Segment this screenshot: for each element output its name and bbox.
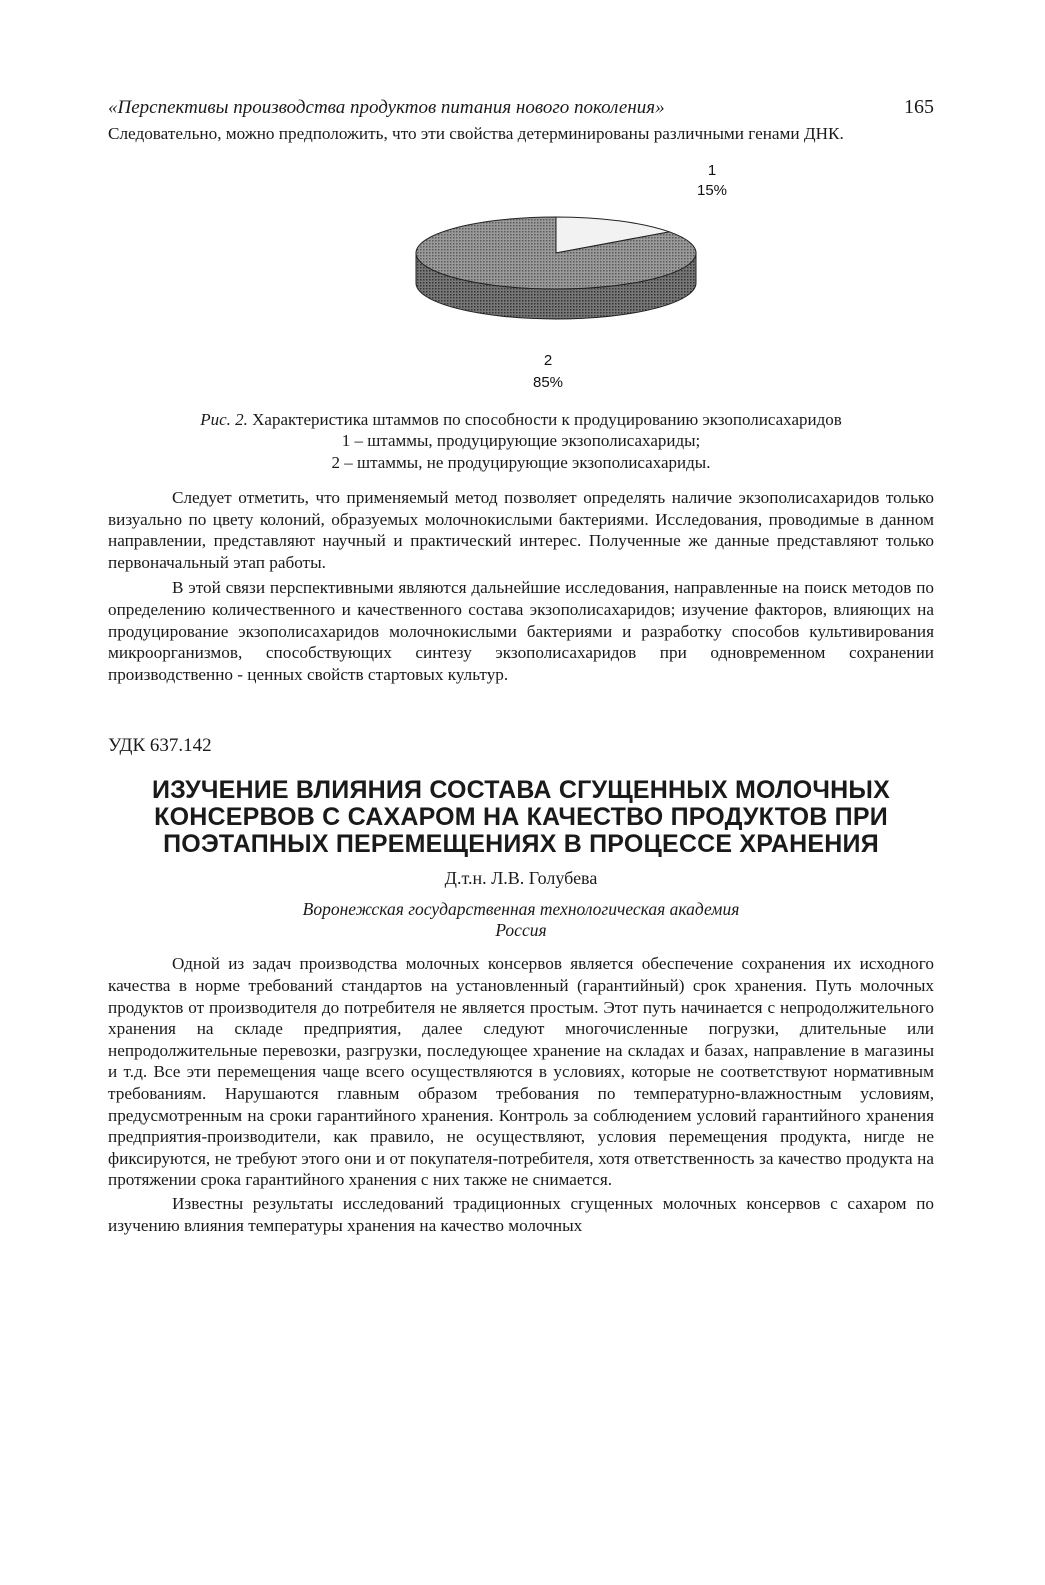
figure-label: Рис. 2. <box>200 409 248 429</box>
article-title-line: ИЗУЧЕНИЕ ВЛИЯНИЯ СОСТАВА СГУЩЕННЫХ МОЛОЧНЫХ <box>152 776 890 805</box>
running-header <box>108 96 934 119</box>
pie-chart <box>108 153 934 403</box>
affiliation-institution: Воронежская государственная технологическая академия <box>302 899 740 920</box>
author: Д.т.н. Л.В. Голубева <box>444 868 598 889</box>
article-paragraph: Известны результаты исследований традиционных сгущенных молочных консервов с сахаром по изучению влияния температуры хранения на качество молочных <box>108 1193 934 1235</box>
figure-title: Характеристика штаммов по способности к продуцированию экзополисахаридов <box>252 409 842 429</box>
body-paragraph: В этой связи перспективными являются дальнейшие исследования, направленные на поиск методов по определению количественного и качественного состава экзополисахаридов; изучение факторов, влияющих на продуцирование экзополисахаридов молочнокислыми бактериями и разработку способов культивирования микроорганизмов, способствующих синтезу экзополисахаридов при одновременном сохранении производственно - ценных свойств стартовых культур. <box>108 578 934 684</box>
pie-label-1: 1 <box>707 161 717 179</box>
intro-paragraph: Следовательно, можно предположить, что эти свойства детерминированы различными генами ДНК. <box>108 124 844 143</box>
article-title-line: ПОЭТАПНЫХ ПЕРЕМЕЩЕНИЯХ В ПРОЦЕССЕ ХРАНЕНИЯ <box>163 830 879 859</box>
figure-legend-1: 1 – штаммы, продуцирующие экзополисахариды; <box>341 431 701 451</box>
figure-caption <box>108 409 934 474</box>
udc-code: УДК 637.142 <box>108 735 212 757</box>
figure-legend-2: 2 – штаммы, не продуцирующие экзополисахариды. <box>331 452 711 472</box>
running-title: «Перспективы производства продуктов питания нового поколения» <box>108 97 665 118</box>
pie-chart-figure <box>108 153 934 403</box>
affiliation-country: Россия <box>495 920 547 941</box>
page <box>108 96 934 1236</box>
page-number: 165 <box>904 96 934 118</box>
pie-percent-1: 15% <box>696 181 728 199</box>
article-paragraph: Одной из задач производства молочных консервов является обеспечение сохранения их исходного качества в норме требований стандартов на установленный (гарантийный) срок хранения. Путь молочных продуктов от производителя до потребителя не является простым. Этот путь начинается с непродолжительного хранения на складе предприятия, далее следуют многочисленные погрузки, длительные или непродолжительные перевозки, разгрузки, последующее хранение на складах и базах, направление в магазины и т.д. Все эти перемещения чаще всего осуществляются в условиях, которые не соответствуют нормативным требованиям. Нарушаются главным образом требования по температурно-влажностным условиям, предусмотренным на сроки гарантийного хранения. Контроль за соблюдением условий гарантийного хранения предприятия-производители, как правило, не осуществляют, условия перемещения продукта, нигде не фиксируются, не требуют этого они и от покупателя-потребителя, хотя ответственность за качество продукта на протяжении срока гарантийного хранения с них также не снимается. <box>108 954 934 1190</box>
affiliation <box>108 899 934 941</box>
pie-label-2: 2 <box>543 351 553 369</box>
article-title-line: КОНСЕРВОВ С САХАРОМ НА КАЧЕСТВО ПРОДУКТОВ ПРИ <box>154 803 888 832</box>
pie-percent-2: 85% <box>532 373 564 391</box>
article-title <box>108 777 934 858</box>
body-paragraph: Следует отметить, что применяемый метод позволяет определять наличие экзополисахаридов только визуально по цвету колоний, образуемых молочнокислыми бактериями. Исследования, проводимые в данном направлении, представляют научный и практический интерес. Полученные же данные представляют только первоначальный этап работы. <box>108 488 934 572</box>
